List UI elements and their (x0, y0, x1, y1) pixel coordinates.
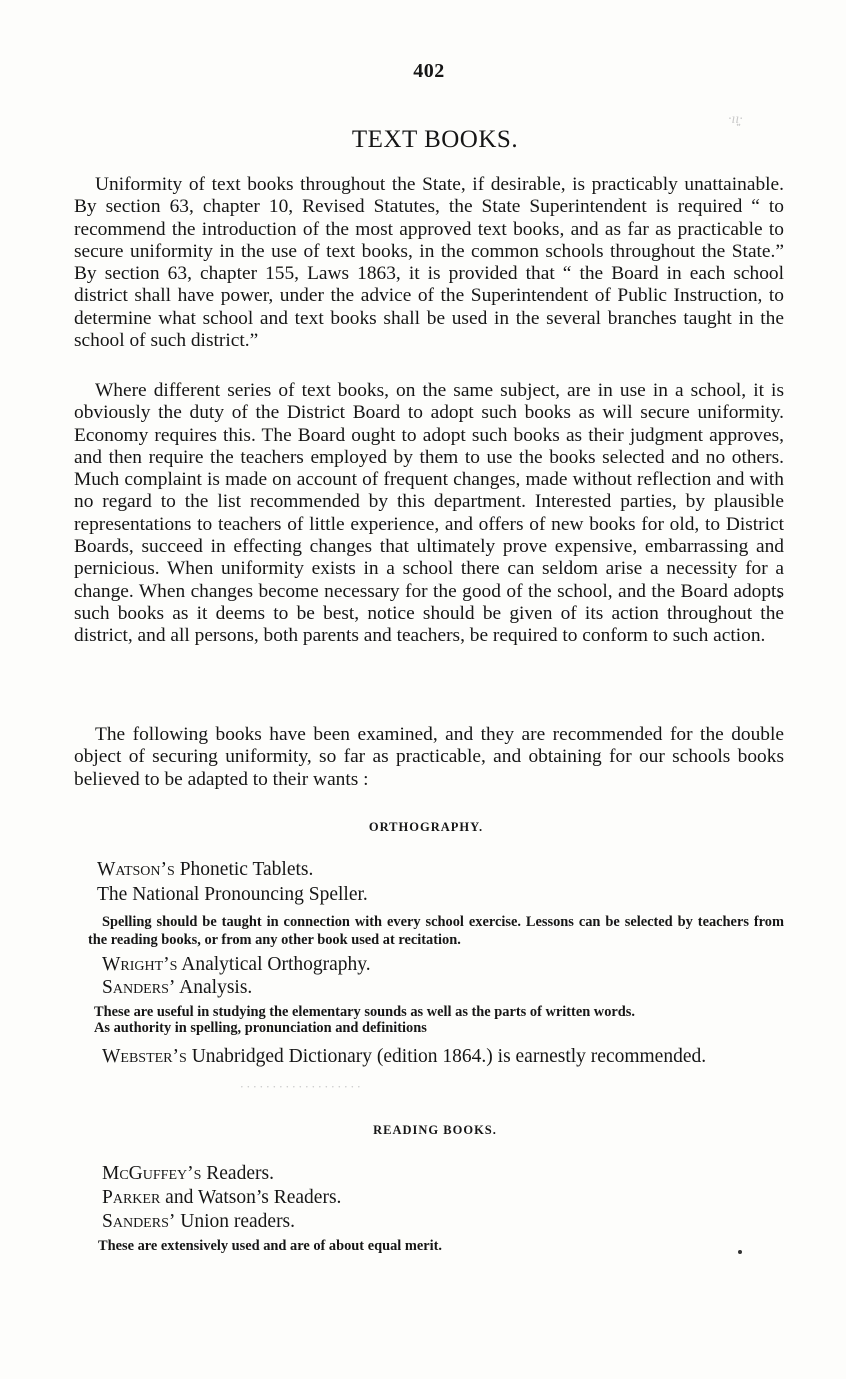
book-item (97, 858, 313, 881)
book-title: and Watson’s Readers. (165, 1187, 342, 1208)
book-item (102, 1162, 274, 1185)
paragraph-different-series: Where different series of text books, on the same subject, are in use in a school, it is obviously the duty of the District Board to adopt such books as will secure uniformity. Economy requires this. The Board ought to adopt such books as their judgment approves, and then require the teachers employed by them to use the books selected and no others. Much complaint is made on account of frequent changes, made without reflection and with no regard to the list recommended by this department. Interested parties, by plausible representations to teachers of little experience, and offers of new books for old, to District Boards, succeed in effecting changes that ultimately prove expensive, embarrassing and pernicious. When uniformity exists in a school there can seldom arise a necessity for a change. When changes become necessary for the good of the school, and the Board adopts such books as it deems to be best, notice should be given of its action throughout the district, and all persons, both parents and teachers, be required to conform to such action. (74, 380, 784, 647)
book-title: The National Pronouncing Speller. (97, 884, 368, 905)
book-item (102, 976, 252, 999)
book-author: Sanders’ (102, 1211, 176, 1232)
book-title: Union readers. (180, 1211, 296, 1232)
paragraph-uniformity: Uniformity of text books throughout the State, if desirable, is practicably unattainable. By section 63, chapter 10, Revised Statutes, the State Superintendent is required “ to recommend the introduction of the most approved text books, and as far as practicable to secure uniformity in the use of text books, in the common schools throughout the State.” By section 63, chapter 155, Laws 1863, it is provided that “ the Board in each school district shall have power, under the advice of the Superintendent of Public Instruction, to determine what school and text books shall be used in the several branches taught in the school of such district.” (74, 174, 784, 352)
book-author: Webster’s (102, 1046, 187, 1067)
page-title: TEXT BOOKS. (351, 126, 519, 153)
book-title: Analytical Orthography. (181, 954, 371, 975)
dictionary-recommendation (74, 1046, 784, 1068)
book-title: Readers. (206, 1163, 274, 1184)
section-heading-reading-books: READING BOOKS. (373, 1123, 497, 1137)
bleed-through-mark: ·ıı͍͍· (728, 112, 743, 127)
book-author: Sanders’ (102, 977, 176, 998)
book-author: Wright’s (102, 954, 178, 975)
note-reading-books: These are extensively used and are of about equal merit. (98, 1238, 443, 1254)
note-elementary-sounds: These are useful in studying the elementary sounds as well as the parts of written words. (94, 1004, 635, 1020)
section-heading-orthography: ORTHOGRAPHY. (368, 820, 484, 834)
book-author: Parker (102, 1187, 161, 1208)
paragraph-recommended: The following books have been examined, and they are recommended for the double object of securing uniformity, so far as practicable, and obtaining for our schools books believed to be adapted to their wants : (74, 724, 784, 790)
book-title: Phonetic Tablets. (179, 859, 314, 880)
book-item (97, 883, 368, 906)
note-spelling: Spelling should be taught in connection with every school exercise. Lessons can be selected by teachers from the reading books, or from any other book used at recitation. (88, 914, 784, 948)
note-authority: As authority in spelling, pronunciation and definitions (94, 1020, 427, 1036)
book-author: McGuffey’s (102, 1163, 202, 1184)
book-item (102, 1186, 341, 1209)
book-title: Unabridged Dictionary (edition 1864.) is earnestly recommended. (191, 1046, 707, 1067)
bleed-through-mark: · · · · · · · · · · · · · · · · · · · (240, 1079, 361, 1094)
book-author: Watson’s (97, 859, 175, 880)
book-item (102, 953, 371, 976)
book-item (102, 1210, 295, 1233)
page-number: 402 (413, 60, 445, 82)
book-title: Analysis. (179, 977, 253, 998)
